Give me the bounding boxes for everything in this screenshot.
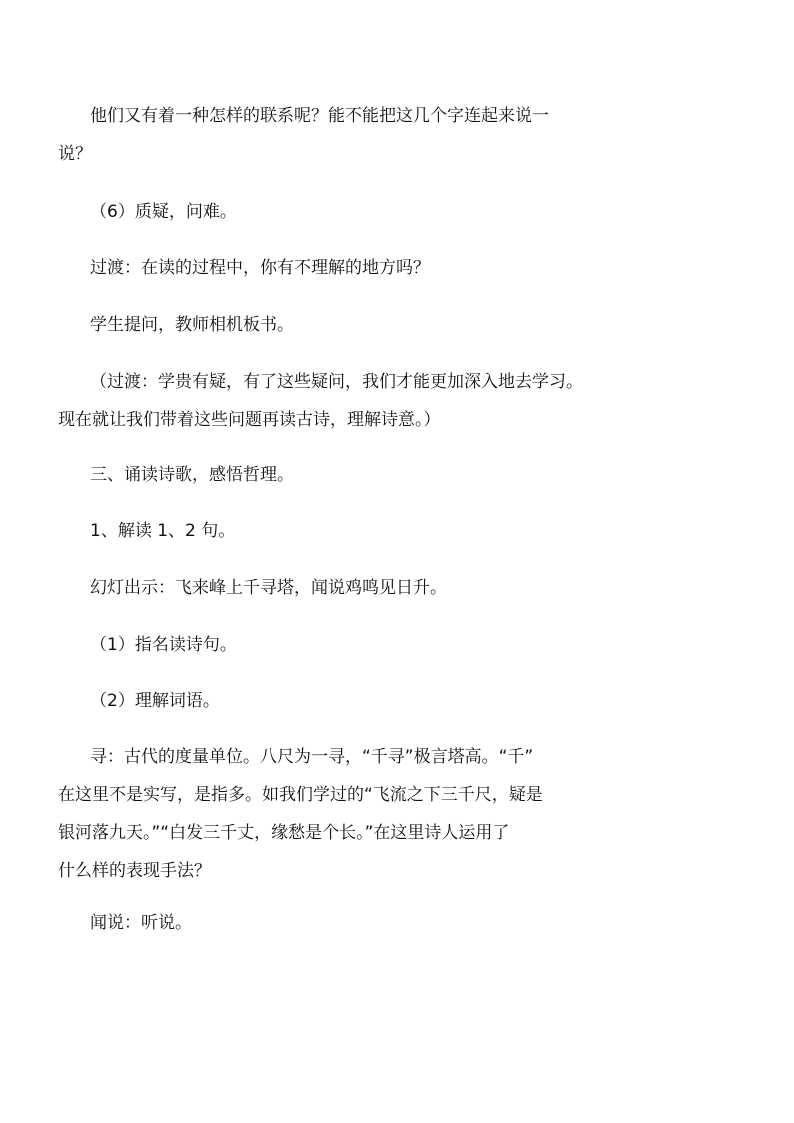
text-line: 幻灯出示：飞来峰上千寻塔，闻说鸡鸣见日升。 <box>90 578 447 598</box>
paragraph-transition-note <box>58 363 618 439</box>
paragraph-transition <box>58 249 618 287</box>
paragraph-interpret-lines <box>58 512 618 550</box>
paragraph-understand-words <box>58 682 618 720</box>
paragraph-connection-question <box>58 97 618 173</box>
paragraph-slide-show <box>58 569 618 607</box>
text-line: 说？ <box>58 144 92 164</box>
text-line: 1、解读 1、2 句。 <box>90 521 236 541</box>
paragraph-student-questions <box>58 306 618 344</box>
text-line: 现在就让我们带着这些问题再读古诗，理解诗意。） <box>58 410 441 430</box>
text-line: 寻：古代的度量单位。八尺为一寻，“千寻”极言塔高。“千” <box>90 747 534 767</box>
text-line: （2）理解词语。 <box>90 691 220 711</box>
text-line: （1）指名读诗句。 <box>90 635 237 655</box>
text-line: （6）质疑，问难。 <box>90 202 237 222</box>
paragraph-question-step <box>58 193 618 231</box>
paragraph-read-aloud <box>58 626 618 664</box>
section-heading-recite <box>58 456 618 494</box>
text-line: 三、诵读诗歌，感悟哲理。 <box>90 465 294 485</box>
text-line: 过渡：在读的过程中，你有不理解的地方吗？ <box>90 258 430 278</box>
text-line: 什么样的表现手法？ <box>58 861 211 881</box>
text-line: 闻说：听说。 <box>90 913 192 933</box>
text-line: 他们又有着一种怎样的联系呢？能不能把这几个字连起来说一 <box>90 106 549 126</box>
text-line: 学生提问，教师相机板书。 <box>90 315 294 335</box>
text-line: （过渡：学贵有疑，有了这些疑问，我们才能更加深入地去学习。 <box>90 372 583 392</box>
paragraph-xun-explanation <box>58 738 618 890</box>
paragraph-wenshuo <box>58 904 618 942</box>
text-line: 在这里不是实写，是指多。如我们学过的“飞流之下三千尺，疑是 <box>58 785 543 805</box>
text-line: 银河落九天。”“白发三千丈，缘愁是个长。”在这里诗人运用了 <box>58 823 510 843</box>
